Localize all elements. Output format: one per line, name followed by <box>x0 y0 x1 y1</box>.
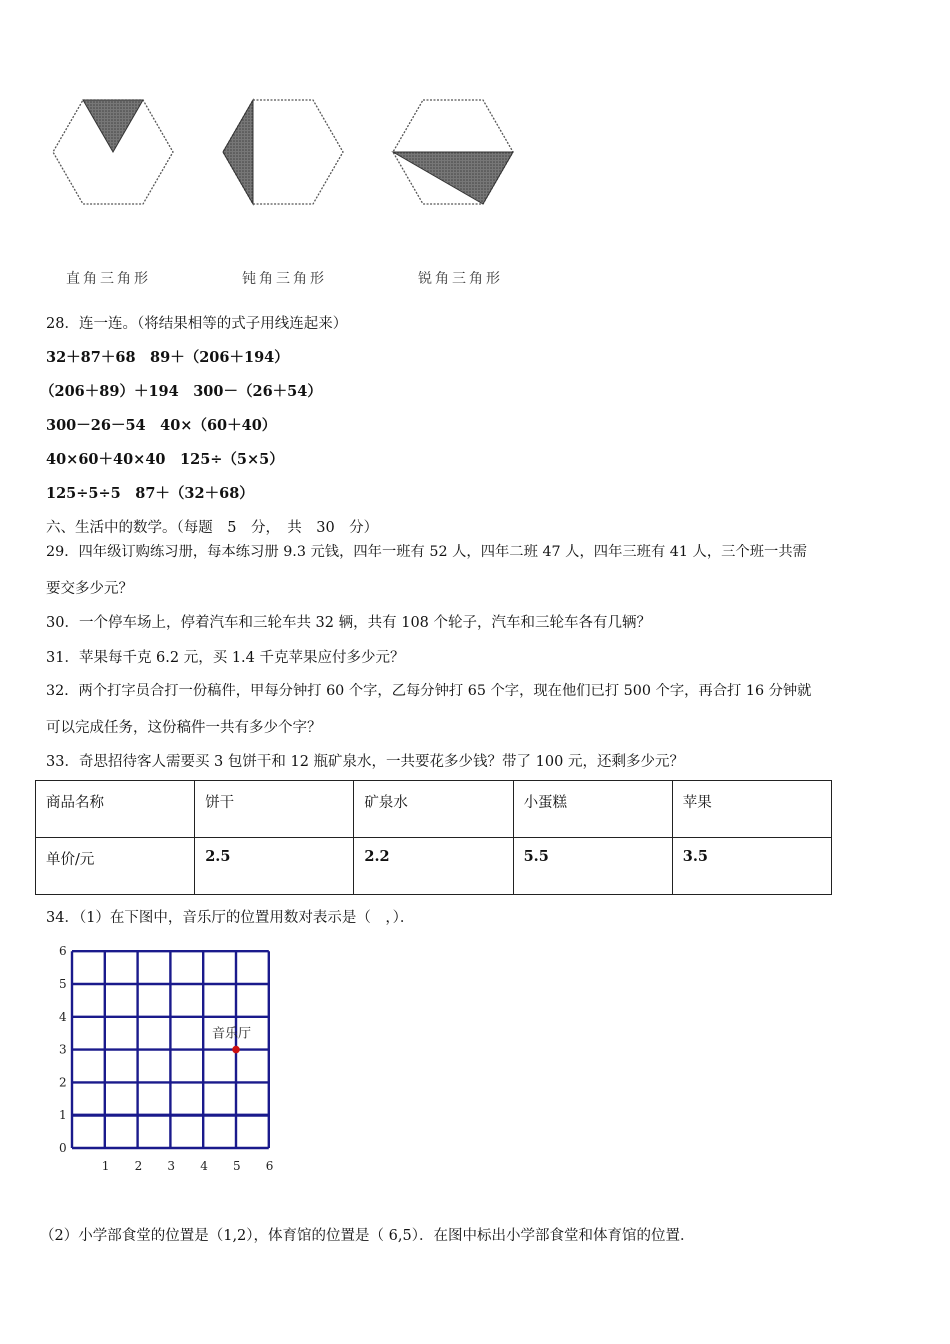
x-tick-label: 1 <box>101 1159 110 1173</box>
q28-row-4: 40×60＋40×40 125÷（5×5） <box>46 451 284 468</box>
q32-line-1: 32．两个打字员合打一份稿件，甲每分钟打 60 个字，乙每分钟打 65 个字，现在他们已打 500 个字，再合打 16 分钟就 <box>46 683 812 699</box>
concert-hall-marker <box>232 1046 240 1054</box>
table-cell: 单价/元 <box>36 838 195 895</box>
table-cell: 苹果 <box>672 781 831 838</box>
table-cell: 矿泉水 <box>354 781 513 838</box>
q28-row-2: （206＋89）＋194 300－（26＋54） <box>40 383 322 400</box>
hex-label-right: 直角三角形 <box>66 271 151 287</box>
y-tick-label: 1 <box>59 1108 67 1123</box>
y-tick-label: 0 <box>59 1141 67 1155</box>
q28-row-3: 300－26－54 40×（60＋40） <box>46 417 277 434</box>
x-tick-label: 5 <box>233 1159 241 1173</box>
section-6-heading: 六、生活中的数学。（每题 5 分， 共 30 分） <box>46 520 379 536</box>
hex-label-obtuse: 钝角三角形 <box>242 271 327 287</box>
q28-row-1: 32＋87＋68 89＋（206＋194） <box>46 349 289 366</box>
q31: 31．苹果每千克 6.2 元，买 1.4 千克苹果应付多少元？ <box>46 650 405 666</box>
y-tick-label: 2 <box>59 1075 67 1090</box>
q30: 30．一个停车场上，停着汽车和三轮车共 32 辆，共有 108 个轮子，汽车和三轮车各有几辆？ <box>46 615 652 631</box>
x-tick-label: 4 <box>200 1159 208 1173</box>
y-tick-label: 4 <box>59 1009 67 1024</box>
q29-line-1: 29．四年级订购练习册，每本练习册 9.3 元钱，四年一班有 52 人，四年二班 47 人，四年三班有 41 人，三个班一共需 <box>46 544 807 560</box>
hexagon-figures <box>45 92 525 212</box>
table-cell: 3.5 <box>672 838 831 895</box>
hex-label-acute: 锐角三角形 <box>418 271 503 287</box>
y-tick-label: 3 <box>59 1042 67 1057</box>
x-tick-label: 6 <box>265 1159 274 1173</box>
x-tick-label: 3 <box>167 1159 176 1173</box>
y-tick-label: 5 <box>59 977 67 991</box>
q34-part-1: 34．（1）在下图中，音乐厅的位置用数对表示是（ ，）． <box>46 910 415 926</box>
concert-hall-label: 音乐厅 <box>212 1026 252 1042</box>
hexagon-acute-triangle <box>393 100 513 204</box>
coordinate-grid <box>50 938 290 1183</box>
y-tick-label: 6 <box>59 944 67 959</box>
table-header-row <box>36 781 832 838</box>
q28-title: 28．连一连。（将结果相等的式子用线连起来） <box>46 316 348 332</box>
table-row <box>36 838 832 895</box>
hexagon-obtuse-triangle <box>223 100 343 204</box>
table-cell: 小蛋糕 <box>513 781 672 838</box>
table-cell: 2.2 <box>354 838 513 895</box>
table-cell: 饼干 <box>195 781 354 838</box>
table-cell: 5.5 <box>513 838 672 895</box>
q28-row-5: 125÷5÷5 87＋（32＋68） <box>46 485 254 502</box>
price-table <box>35 780 832 895</box>
q33: 33．奇思招待客人需要买 3 包饼干和 12 瓶矿泉水，一共要花多少钱？带了 100 元，还剩多少元？ <box>46 754 684 770</box>
x-tick-label: 2 <box>134 1159 143 1173</box>
q32-line-2: 可以完成任务，这份稿件一共有多少个字？ <box>46 720 322 736</box>
q34-part-2: （2）小学部食堂的位置是（1,2），体育馆的位置是（ 6,5）．在图中标出小学部食堂和体育馆的位置． <box>40 1228 695 1244</box>
table-cell: 商品名称 <box>36 781 195 838</box>
table-cell: 2.5 <box>195 838 354 895</box>
hexagon-right-triangle <box>53 100 173 204</box>
q29-line-2: 要交多少元？ <box>46 581 133 597</box>
